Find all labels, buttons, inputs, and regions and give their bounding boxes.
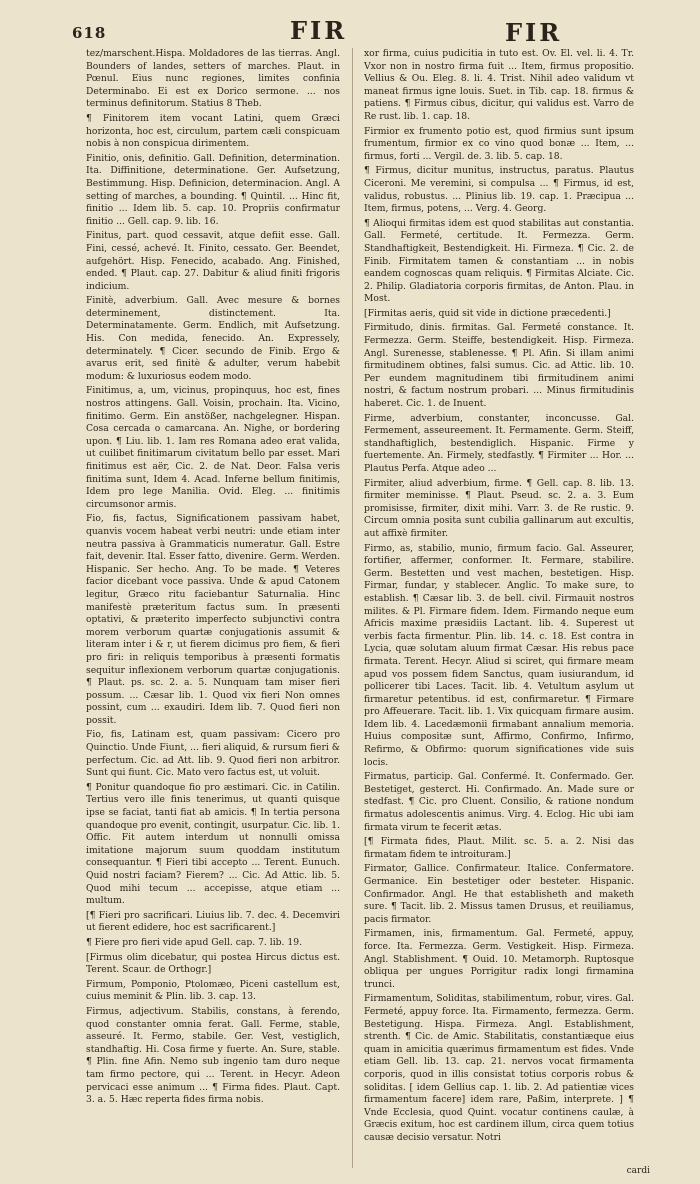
catchword: cardi <box>626 1166 650 1176</box>
left-running-head: FIR <box>290 16 348 45</box>
dictionary-entry: xor firma, cuius pudicitia in tuto est. Ov. El. vel. li. 4. Tr. Vxor non in nostro firma fuit ... Item, firmus propositio. Vellius & Ou. Eleg. 8. li. 4. Trist. Nihil adeo validum vt maneat firmus igne louis. Suet. in Tib. cap. 18. firmus & patiens. ¶ Firmus cibus, dicitur, qui validus est. Varro de Re rust. lib. 1. cap. 18. <box>364 48 634 122</box>
dictionary-entry: ¶ Finitorem item vocant Latini, quem Græci horizonta, hoc est, circulum, partem cæli conspicuam nobis à non conspicua dirimentem. <box>86 112 340 150</box>
dictionary-entry: Firmum, Pomponio, Ptolomæo, Piceni castellum est, cuius meminit & Plin. lib. 3. cap. 13. <box>86 978 340 1003</box>
dictionary-entry: ¶ Fiere pro fieri vide apud Gell. cap. 7. lib. 19. <box>86 936 302 948</box>
dictionary-entry: [Firmus olim dicebatur, qui postea Hircus dictus est. Terent. Scaur. de Orthogr.] <box>86 951 340 976</box>
right-running-head: FIR <box>505 18 563 47</box>
dictionary-entry: Firmitudo, dinis. firmitas. Gal. Fermeté constance. It. Fermezza. Germ. Steiffe, bestendigkeit. Hisp. Firmeza. Angl. Surenesse, stablenesse. ¶ Pl. Afin. Si illam animi firmitudinem obtines, falsi sumus. Cic. ad Attic. lib. 10. Per eundem magnitudinem tibi firmitudinem animi nostri, & factum nostrum probari. ... Minus firmitudinis haberet. Cic. 1. de Inuent. <box>364 322 634 410</box>
dictionary-entry: ¶ Firmus, dicitur munitus, instructus, paratus. Plautus Ciceroni. Me veremini, si compulsa ... ¶ Firmus, id est, validus, robustus. ... Plinius lib. 19. cap. 1. Præcipua ... Item, firmus, potens, ... Verg. 4. Georg. <box>364 165 634 215</box>
dictionary-entry: Firmiter, aliud adverbium, firme. ¶ Gell. cap. 8. lib. 13. firmiter meminisse. ¶ Plaut. Pseud. sc. 2. a. 3. Eum promisisse, firmiter, dixit mihi. Varr. 3. de Re rustic. 9. Circum omnia posita sunt cubilia gallinarum aut excultis, aut affixè firmiter. <box>364 477 634 539</box>
dictionary-entry: tez/marschent.Hispa. Moldadores de las tierras. Angl. Bounders of landes, setters of marches. Plaut. in Pœnul. Eius nunc regiones, limites confinia Determinabo. Ei est ex Dorico sermone. ... nos terminus definitorum. Statius 8 Theb. <box>86 48 340 110</box>
dictionary-entry: Firmatus, particip. Gal. Confermé. It. Confermado. Ger. Bestetiget, gesterct. Hi. Confirmado. An. Made sure or stedfast. ¶ Cic. pro Cluent. Consilio, & ratione nondum firmatus adolescentis animus. Virg. 4. Eclog. Hic ubi iam firmata virum te fecerit ætas. <box>364 771 634 833</box>
dictionary-entry: Finitè, adverbium. Gall. Avec mesure & bornes determinement, distinctement. Ita. Determinatamente. Germ. Endlich, mit Aufsetzung. His. Con medida, fenecido. An. Expressely, determinately. ¶ Cicer. secundo de Finib. Ergo & avarus erit, sed finitè & adulter, verum habebit modum: & luxuriosus eodem modo. <box>86 295 340 382</box>
dictionary-entry: Firmamentum, Soliditas, stabilimentum, robur, vires. Gal. Fermeté, appuy force. Ita. Firmamento, fermezza. Germ. Bestetigung. Hispa. Firmeza. Angl. Establishment, strenth. ¶ Cic. de Amic. Stabilitatis, constantiæque eius quam in amicitia quærimus firmamentum est fides. Vnde etiam Gell. lib. 13. cap. 21. nervos vocat firmamenta corporis, quod in illis consistat totius corporis robus & soliditas. [ idem Gellius cap. 1. lib. 2. Ad patientiæ vices firmamentum facere] idem rare, Paßim, interprete. ] ¶ Vnde Ecclesia, quod Quint. vocatur continens caulæ, à Græcis exitum, hoc est cardinem illum, circa quem totius causæ decisio versatur. Notri <box>364 993 634 1143</box>
page-number: 618 <box>72 24 107 42</box>
right-column <box>364 48 634 1176</box>
dictionary-entry: Firme, adverbium, constanter, inconcusse. Gal. Fermement, asseureement. It. Fermamente. Germ. Steiff, standhaftiglich, bestendiglich. Hispanic. Firme y fuertemente. An. Firmely, stedfastly. ¶ Firmiter ... Hor. ... Plautus Perfa. Atque adeo ... <box>364 412 634 474</box>
dictionary-entry: [¶ Fieri pro sacrificari. Liuius lib. 7. dec. 4. Decemviri ut fierent edidere, hoc est sacrificarent.] <box>86 909 340 934</box>
dictionary-entry: ¶ Ponitur quandoque fio pro æstimari. Cic. in Catilin. Tertius vero ille finis tenerimus, ut quanti quisque ipse se faciat, tanti fiat ab amicis. ¶ In tertia persona quandoque pro evenit, contingit, usurpatur. Cic. lib. 1. Offic. Fit autem interdum ut nonnulli omissa imitatione majorum suum quoddam institutum consequantur. ¶ Fieri tibi accepto ... Terent. Eunuch. Quid nostri faciam? Fierem? ... Cic. Ad Attic. lib. 5. Quod mihi tecum ... accepisse, atque etiam ... multum. <box>86 781 340 907</box>
dictionary-entry: Firmus, adjectivum. Stabilis, constans, à ferendo, quod constanter omnia ferat. Gall. Ferme, stable, asseuré. It. Fermo, stabile. Ger. Vest, vestiglich, standhaftig. Hi. Cosa firme y fuerte. An. Sure, stable. ¶ Plin. fine Afin. Nemo sub ingenio tam duro neque tam firmo pectore, qui ... Terent. in Hecyr. Adeon pervicaci esse animum ... ¶ Firma fides. Plaut. Capt. 3. a. 5. Hæc reperta fides firma nobis. <box>86 1005 340 1106</box>
dictionary-entry: ¶ Alioqui firmitas idem est quod stabilitas aut constantia. Gall. Fermeté, certitude. It. Fermezza. Germ. Standhaftigkeit, Bestendigkeit. Hi. Firmeza. ¶ Cic. 2. de Finib. Firmitatem tamen & constantiam ... in nobis eandem cognoscas quam reliquis. ¶ Firmitas Alciate. Cic. 2. Philip. Gladiatoria corporis firmitas, de Anton. Plau. in Most. <box>364 217 634 305</box>
dictionary-entry: Fio, fis, Latinam est, quam passivam: Cicero pro Quinctio. Unde Fiunt, ... fieri aliquid, & rursum fieri & perfectum. Cic. ad Att. lib. 9. Quod fieri non arbitror. Sunt qui fiunt. Cic. Mato vero factus est, ut voluit. <box>86 729 340 779</box>
column-rule <box>352 48 353 1168</box>
dictionary-entry: [¶ Firmata fides, Plaut. Milit. sc. 5. a. 2. Nisi das firmatam fidem te introituram.] <box>364 836 634 860</box>
running-header <box>0 8 700 47</box>
dictionary-entry: Finitimus, a, um, vicinus, propinquus, hoc est, fines nostros attingens. Gall. Voisin, prochain. Ita. Vicino, finitimo. Germ. Ein anstößer, nachgelegner. Hispan. Cosa cercada o camarcana. An. Nighe, or bordering upon. ¶ Liu. lib. 1. Iam res Romana adeo erat valida, ut cuilibet finitimarum civitatum bello par esset. Mari finitimus est aër, Cic. 2. de Nat. Deor. Falsa veris finitima sunt, Idem 4. Acad. Inferne bellum finitimis, Idem pro lege Manilia. Ovid. Eleg. ... finitimis circumsonor armis. <box>86 385 340 510</box>
dictionary-entry: Firmo, as, stabilio, munio, firmum facio. Gal. Asseurer, fortifier, affermer, conformer. It. Fermare, stabilire. Germ. Bestetten und vest machen, bestetigen. Hisp. Firmar, fundar, y stablecer. Anglic. To make sure, to establish. ¶ Cæsar lib. 3. de bell. civil. Firmauit nostros milites. & Pl. Firmare fidem. Idem. Firmando neque eum Africis maxime præsidiis Lactant. lib. 4. Superest ut verbis facta firmentur. Plin. lib. 14. c. 18. Est contra in Lycia, quæ solutam aluum firmat Cæsar. His rebus pace firmata. Terent. Hecyr. Aliud si sciret, qui firmare meam apud vos possem fidem Sanctus, quam iusiurandum, id pollicerer tibi Laces. Tacit. lib. 4. Vetultum asylum ut firmaretur petentibus. id est, confirmaretur. ¶ Firmare pro Affeuerare. Tacit. lib. 1. Vix quicquam firmare ausim. Idem lib. 4. Lacedæmonii firmabant annalium memoria. Huius compositæ sunt, Affirmo, Confirmo, Infirmo, Refirmo, & Obfirmo: quorum significationes vide suis locis. <box>364 542 634 768</box>
dictionary-entry: Firmamen, inis, firmamentum. Gal. Fermeté, appuy, force. Ita. Fermezza. Germ. Vestigkeit. Hisp. Firmeza. Angl. Stablishment. ¶ Ouid. 10. Metamorph. Ruptosque obliqua per ungues Porrigitur radix longi firmamina trunci. <box>364 928 634 990</box>
dictionary-entry: Finitus, part. quod cessavit, atque defiit esse. Gall. Fini, cessé, achevé. It. Finito, cessato. Ger. Beendet, aufgehört. Hisp. Fenecido, acabado. Ang. Finished, ended. ¶ Plaut. cap. 27. Dabitur & aliud finiti frigoris indicium. <box>86 230 340 292</box>
dictionary-entry: Fio, fis, factus, Significationem passivam habet, quanvis vocem habeat verbi neutri: unde etiam inter neutra passiva à Grammaticis numeratur. Gall. Estre fait, devenir. Ital. Esser fatto, divenire. Germ. Werden. Hispanic. Ser hecho. Ang. To be made. ¶ Veteres facior dicebant voce passiva. Unde & apud Catonem legitur, Græco ritu faciebantur Saturnalia. Hinc manifestè præteritum factus sum. In præsenti optativi, & præterito imperfecto subjunctivi contra morem verborum quartæ conjugationis assumit & literam inter i & r, ut fierem dicimus pro fiem, & fieri pro firi: in reliquis temporibus à præsenti formatis sequitur inflexionem verborum quartæ conjugationis. ¶ Plaut. ps. sc. 2. a. 5. Nunquam tam miser fieri possum. ... Cæsar lib. 1. Quod vix fieri Non omnes possint, cum ... exaudiri. Idem lib. 7. Quod fieri non possit. <box>86 513 340 726</box>
dictionary-entry: Finitio, onis, definitio. Gall. Definition, determination. Ita. Diffinitione, determinatione. Ger. Aufsetzung, Bestimmung. Hisp. Definicion, determinacion. Angl. A setting of marches, a bounding. ¶ Quintil. ... Hinc fit, finitio ... Idem lib. 5. cap. 10. Propriis confirmatur finitio ... Gell. cap. 9. lib. 16. <box>86 152 340 227</box>
dictionary-entry: Firmior ex frumento potio est, quod firmius sunt ipsum frumentum, firmior ex co vino quod bonæ ... Item, ... firmus, forti ... Vergil. de. 3. lib. 5. cap. 18. <box>364 125 634 162</box>
dictionary-entry: Firmator, Gallice. Confirmateur. Italice. Confermatore. Germanice. Ein bestetiger oder besteter. Hispanic. Confirmador. Angl. He that establisheth and maketh sure. ¶ Tacit. lib. 2. Missus tamen Drusus, et reuiliamus, pacis firmator. <box>364 863 634 925</box>
dictionary-entry: [Firmitas aeris, quid sit vide in dictione præcedenti.] <box>364 307 611 319</box>
left-column <box>86 48 340 1176</box>
